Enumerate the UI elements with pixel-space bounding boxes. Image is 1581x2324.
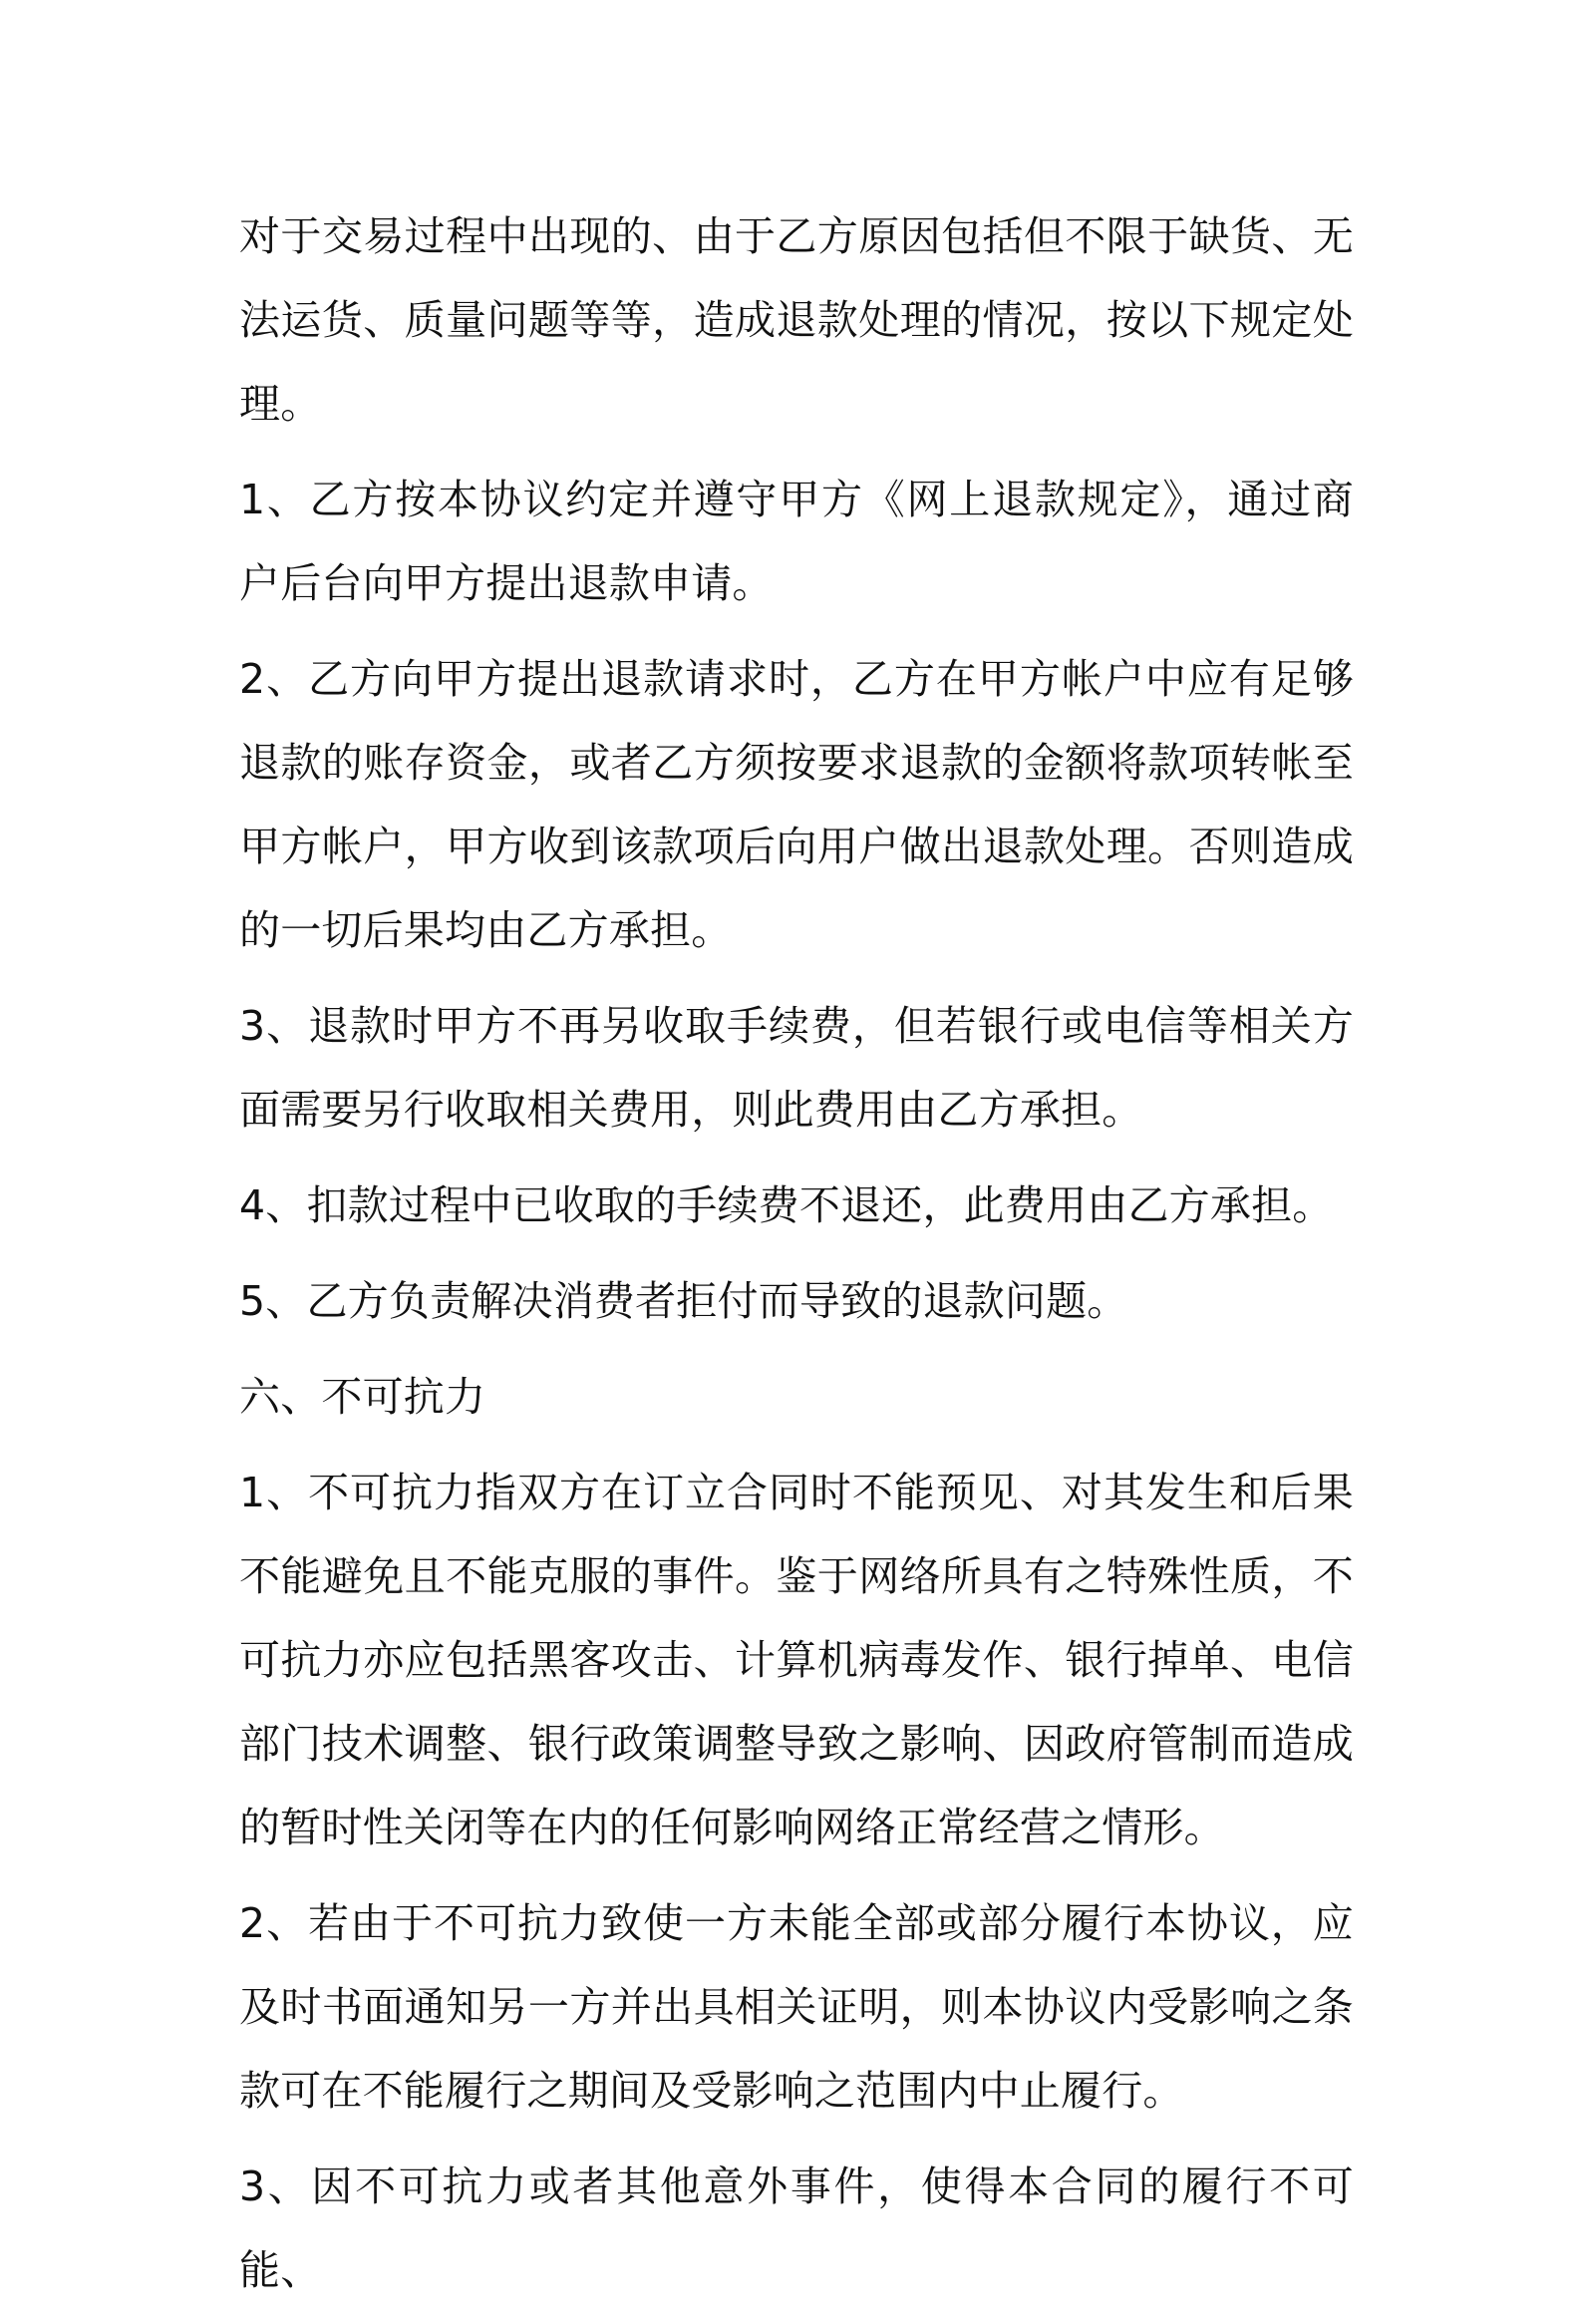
paragraph-force-2: 2、若由于不可抗力致使一方未能全部或部分履行本协议，应及时书面通知另一方并出具相关证明，则本协议内受影响之条款可在不能履行之期间及受影响之范围内中止履行。 (239, 1899, 1354, 2115)
paragraph-refund-4: 4、扣款过程中已收取的手续费不退还，此费用由乙方承担。 (239, 1181, 1334, 1229)
paragraph-force-3: 3、因不可抗力或者其他意外事件，使得本合同的履行不可能、 (239, 2162, 1354, 2294)
paragraph-refund-1: 1、乙方按本协议约定并遵守甲方《网上退款规定》，通过商户后台向甲方提出退款申请。 (239, 476, 1354, 607)
paragraph-refund-2: 2、乙方向甲方提出退款请求时，乙方在甲方帐户中应有足够退款的账存资金，或者乙方须按要求退款的金额将款项转帐至甲方帐户，甲方收到该款项后向用户做出退款处理。否则造成的一切后果均由乙方承担。 (239, 655, 1354, 954)
paragraph-intro: 对于交易过程中出现的、由于乙方原因包括但不限于缺货、无法运货、质量问题等等，造成退款处理的情况，按以下规定处理。 (239, 212, 1354, 428)
paragraph-refund-5: 5、乙方负责解决消费者拒付而导致的退款问题。 (239, 1277, 1128, 1325)
paragraph-force-1: 1、不可抗力指双方在订立合同时不能预见、对其发生和后果不能避免且不能克服的事件。鉴于网络所具有之特殊性质，不可抗力亦应包括黑客攻击、计算机病毒发作、银行掉单、电信部门技术调整、银行政策调整导致之影响、因政府管制而造成的暂时性关闭等在内的任何影响网络正常经营之情形。 (239, 1469, 1354, 1851)
paragraph-refund-3: 3、退款时甲方不再另收取手续费，但若银行或电信等相关方面需要另行收取相关费用，则此费用由乙方承担。 (239, 1002, 1354, 1134)
document-body (239, 194, 1354, 2324)
section-heading-force-majeure: 六、不可抗力 (239, 1373, 486, 1421)
